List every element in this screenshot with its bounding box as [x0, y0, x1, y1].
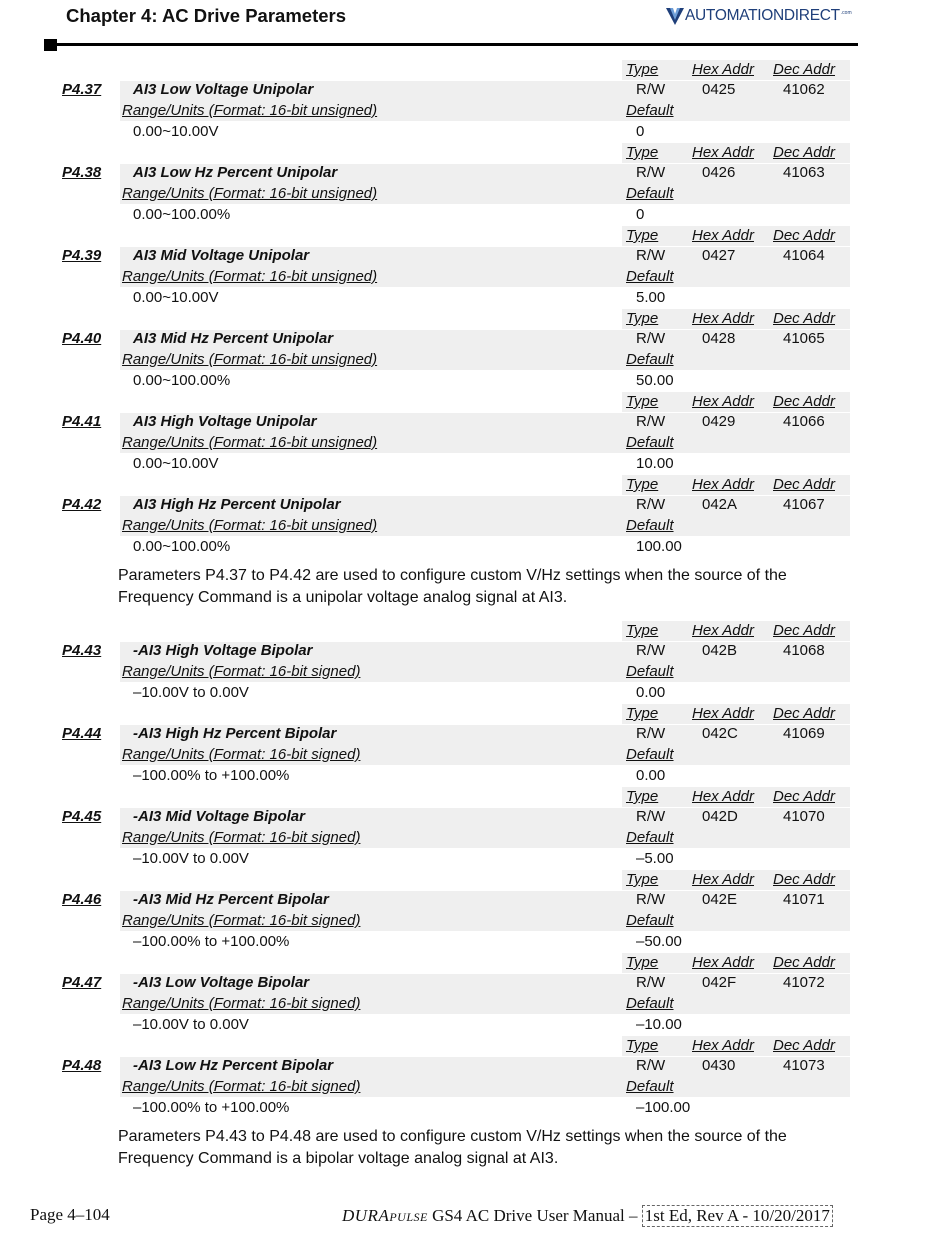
param-range: 0.00~100.00%: [133, 206, 231, 223]
dec-addr-header: Dec Addr: [773, 310, 835, 327]
param-default: –10.00: [636, 1016, 682, 1033]
param-default: 100.00: [636, 538, 682, 555]
param-range: 0.00~10.00V: [133, 123, 219, 140]
brand-small: PULSE: [389, 1210, 428, 1224]
param-hex-addr: 0429: [702, 413, 736, 430]
type-header: Type: [626, 310, 659, 327]
param-name: AI3 High Hz Percent Unipolar: [133, 496, 341, 513]
param-block: [0, 704, 950, 787]
hex-addr-header: Hex Addr: [692, 476, 754, 493]
param-range: –100.00% to +100.00%: [133, 767, 290, 784]
default-label: Default: [626, 434, 674, 451]
type-header: Type: [626, 622, 659, 639]
param-hex-addr: 042D: [702, 808, 738, 825]
type-header: Type: [626, 393, 659, 410]
logo-text: AUTOMATIONDIRECT: [685, 7, 840, 24]
param-id: P4.48: [62, 1057, 102, 1074]
param-block: [0, 953, 950, 1036]
param-type: R/W: [636, 1057, 666, 1074]
manual-title-text: GS4 AC Drive User Manual –: [427, 1206, 642, 1225]
param-range: 0.00~100.00%: [133, 538, 231, 555]
default-label: Default: [626, 268, 674, 285]
param-id: P4.39: [62, 247, 102, 264]
param-range: –100.00% to +100.00%: [133, 1099, 290, 1116]
edition-box: 1st Ed, Rev A - 10/20/2017: [642, 1205, 833, 1227]
default-label: Default: [626, 912, 674, 929]
dec-addr-header: Dec Addr: [773, 61, 835, 78]
default-label: Default: [626, 663, 674, 680]
type-header: Type: [626, 1037, 659, 1054]
param-type: R/W: [636, 642, 666, 659]
param-block: [0, 621, 950, 704]
param-name: -AI3 Low Hz Percent Bipolar: [133, 1057, 334, 1074]
range-units-label: Range/Units (Format: 16-bit signed): [122, 829, 361, 846]
type-header: Type: [626, 954, 659, 971]
default-label: Default: [626, 746, 674, 763]
type-header: Type: [626, 871, 659, 888]
hex-addr-header: Hex Addr: [692, 393, 754, 410]
range-units-label: Range/Units (Format: 16-bit signed): [122, 1078, 361, 1095]
param-hex-addr: 0425: [702, 81, 736, 98]
param-dec-addr: 41073: [783, 1057, 825, 1074]
default-label: Default: [626, 995, 674, 1012]
chapter-title: Chapter 4: AC Drive Parameters: [66, 5, 347, 26]
default-label: Default: [626, 102, 674, 119]
param-block: [0, 60, 950, 143]
param-dec-addr: 41067: [783, 496, 825, 513]
hex-addr-header: Hex Addr: [692, 144, 754, 161]
param-range: 0.00~100.00%: [133, 372, 231, 389]
param-name: AI3 Mid Hz Percent Unipolar: [133, 330, 334, 347]
type-header: Type: [626, 227, 659, 244]
param-default: –50.00: [636, 933, 682, 950]
brand-main: DURA: [342, 1206, 390, 1225]
param-id: P4.46: [62, 891, 102, 908]
param-block: [0, 143, 950, 226]
param-block: [0, 475, 950, 558]
page-number: Page 4–104: [30, 1205, 110, 1224]
range-units-label: Range/Units (Format: 16-bit signed): [122, 663, 361, 680]
param-dec-addr: 41063: [783, 164, 825, 181]
param-range: 0.00~10.00V: [133, 289, 219, 306]
param-dec-addr: 41068: [783, 642, 825, 659]
param-type: R/W: [636, 330, 666, 347]
param-name: -AI3 Mid Hz Percent Bipolar: [133, 891, 329, 908]
range-units-label: Range/Units (Format: 16-bit unsigned): [122, 517, 378, 534]
param-name: -AI3 High Voltage Bipolar: [133, 642, 313, 659]
param-id: P4.45: [62, 808, 102, 825]
param-dec-addr: 41064: [783, 247, 825, 264]
dec-addr-header: Dec Addr: [773, 1037, 835, 1054]
param-block: [0, 309, 950, 392]
param-name: AI3 High Voltage Unipolar: [133, 413, 317, 430]
param-name: -AI3 Low Voltage Bipolar: [133, 974, 310, 991]
param-default: 50.00: [636, 372, 674, 389]
range-units-label: Range/Units (Format: 16-bit signed): [122, 995, 361, 1012]
range-units-label: Range/Units (Format: 16-bit unsigned): [122, 434, 378, 451]
param-default: 0.00: [636, 767, 666, 784]
range-units-label: Range/Units (Format: 16-bit unsigned): [122, 351, 378, 368]
range-units-label: Range/Units (Format: 16-bit signed): [122, 912, 361, 929]
param-id: P4.40: [62, 330, 102, 347]
param-hex-addr: 042F: [702, 974, 737, 991]
hex-addr-header: Hex Addr: [692, 227, 754, 244]
param-hex-addr: 0427: [702, 247, 736, 264]
hex-addr-header: Hex Addr: [692, 622, 754, 639]
param-range: –10.00V to 0.00V: [133, 850, 249, 867]
range-units-label: Range/Units (Format: 16-bit unsigned): [122, 185, 378, 202]
param-block: [0, 870, 950, 953]
param-type: R/W: [636, 164, 666, 181]
param-default: 10.00: [636, 455, 674, 472]
param-name: AI3 Mid Voltage Unipolar: [133, 247, 310, 264]
param-block: [0, 787, 950, 870]
param-dec-addr: 41065: [783, 330, 825, 347]
param-hex-addr: 042A: [702, 496, 738, 513]
param-type: R/W: [636, 725, 666, 742]
param-dec-addr: 41072: [783, 974, 825, 991]
param-default: –100.00: [636, 1099, 691, 1116]
param-name: AI3 Low Voltage Unipolar: [133, 81, 314, 98]
dec-addr-header: Dec Addr: [773, 788, 835, 805]
type-header: Type: [626, 705, 659, 722]
param-range: –100.00% to +100.00%: [133, 933, 290, 950]
default-label: Default: [626, 185, 674, 202]
param-id: P4.38: [62, 164, 102, 181]
dec-addr-header: Dec Addr: [773, 476, 835, 493]
param-hex-addr: 042C: [702, 725, 738, 742]
param-id: P4.41: [62, 413, 102, 430]
hex-addr-header: Hex Addr: [692, 788, 754, 805]
param-dec-addr: 41070: [783, 808, 825, 825]
default-label: Default: [626, 517, 674, 534]
param-hex-addr: 0430: [702, 1057, 736, 1074]
param-default: –5.00: [636, 850, 674, 867]
param-type: R/W: [636, 974, 666, 991]
hex-addr-header: Hex Addr: [692, 1037, 754, 1054]
bipolar-note: Parameters P4.43 to P4.48 are used to configure custom V/Hz settings when the source of the Frequency Command is a bipolar voltage analog signal at AI3.: [118, 1128, 787, 1167]
dec-addr-header: Dec Addr: [773, 144, 835, 161]
manual-title: [342, 1205, 833, 1227]
unipolar-note: Parameters P4.37 to P4.42 are used to configure custom V/Hz settings when the source of the Frequency Command is a unipolar voltage analog signal at AI3.: [118, 567, 787, 606]
dec-addr-header: Dec Addr: [773, 393, 835, 410]
param-type: R/W: [636, 247, 666, 264]
param-id: P4.42: [62, 496, 102, 513]
param-default: 0: [636, 123, 645, 140]
param-id: P4.43: [62, 642, 102, 659]
logo-suffix: .com: [840, 10, 852, 16]
dec-addr-header: Dec Addr: [773, 622, 835, 639]
param-hex-addr: 042E: [702, 891, 738, 908]
param-block: [0, 392, 950, 475]
param-range: 0.00~10.00V: [133, 455, 219, 472]
type-header: Type: [626, 788, 659, 805]
param-default: 5.00: [636, 289, 666, 306]
param-type: R/W: [636, 891, 666, 908]
param-default: 0: [636, 206, 645, 223]
dec-addr-header: Dec Addr: [773, 705, 835, 722]
param-id: P4.44: [62, 725, 102, 742]
type-header: Type: [626, 144, 659, 161]
param-dec-addr: 41069: [783, 725, 825, 742]
param-type: R/W: [636, 81, 666, 98]
default-label: Default: [626, 829, 674, 846]
hex-addr-header: Hex Addr: [692, 61, 754, 78]
hex-addr-header: Hex Addr: [692, 705, 754, 722]
brand-name: [342, 1206, 428, 1225]
param-id: P4.47: [62, 974, 102, 991]
param-default: 0.00: [636, 684, 666, 701]
param-name: -AI3 Mid Voltage Bipolar: [133, 808, 305, 825]
param-range: –10.00V to 0.00V: [133, 684, 249, 701]
param-id: P4.37: [62, 81, 102, 98]
param-hex-addr: 0428: [702, 330, 736, 347]
param-type: R/W: [636, 808, 666, 825]
default-label: Default: [626, 1078, 674, 1095]
dec-addr-header: Dec Addr: [773, 227, 835, 244]
dec-addr-header: Dec Addr: [773, 871, 835, 888]
type-header: Type: [626, 476, 659, 493]
range-units-label: Range/Units (Format: 16-bit unsigned): [122, 102, 378, 119]
param-range: –10.00V to 0.00V: [133, 1016, 249, 1033]
param-type: R/W: [636, 496, 666, 513]
hex-addr-header: Hex Addr: [692, 954, 754, 971]
param-block: [0, 226, 950, 309]
range-units-label: Range/Units (Format: 16-bit signed): [122, 746, 361, 763]
param-type: R/W: [636, 413, 666, 430]
param-name: AI3 Low Hz Percent Unipolar: [133, 164, 338, 181]
hex-addr-header: Hex Addr: [692, 310, 754, 327]
hex-addr-header: Hex Addr: [692, 871, 754, 888]
param-hex-addr: 042B: [702, 642, 738, 659]
param-dec-addr: 41071: [783, 891, 825, 908]
param-name: -AI3 High Hz Percent Bipolar: [133, 725, 337, 742]
param-hex-addr: 0426: [702, 164, 736, 181]
type-header: Type: [626, 61, 659, 78]
param-block: [0, 1036, 950, 1119]
param-dec-addr: 41066: [783, 413, 825, 430]
param-dec-addr: 41062: [783, 81, 825, 98]
range-units-label: Range/Units (Format: 16-bit unsigned): [122, 268, 378, 285]
default-label: Default: [626, 351, 674, 368]
dec-addr-header: Dec Addr: [773, 954, 835, 971]
